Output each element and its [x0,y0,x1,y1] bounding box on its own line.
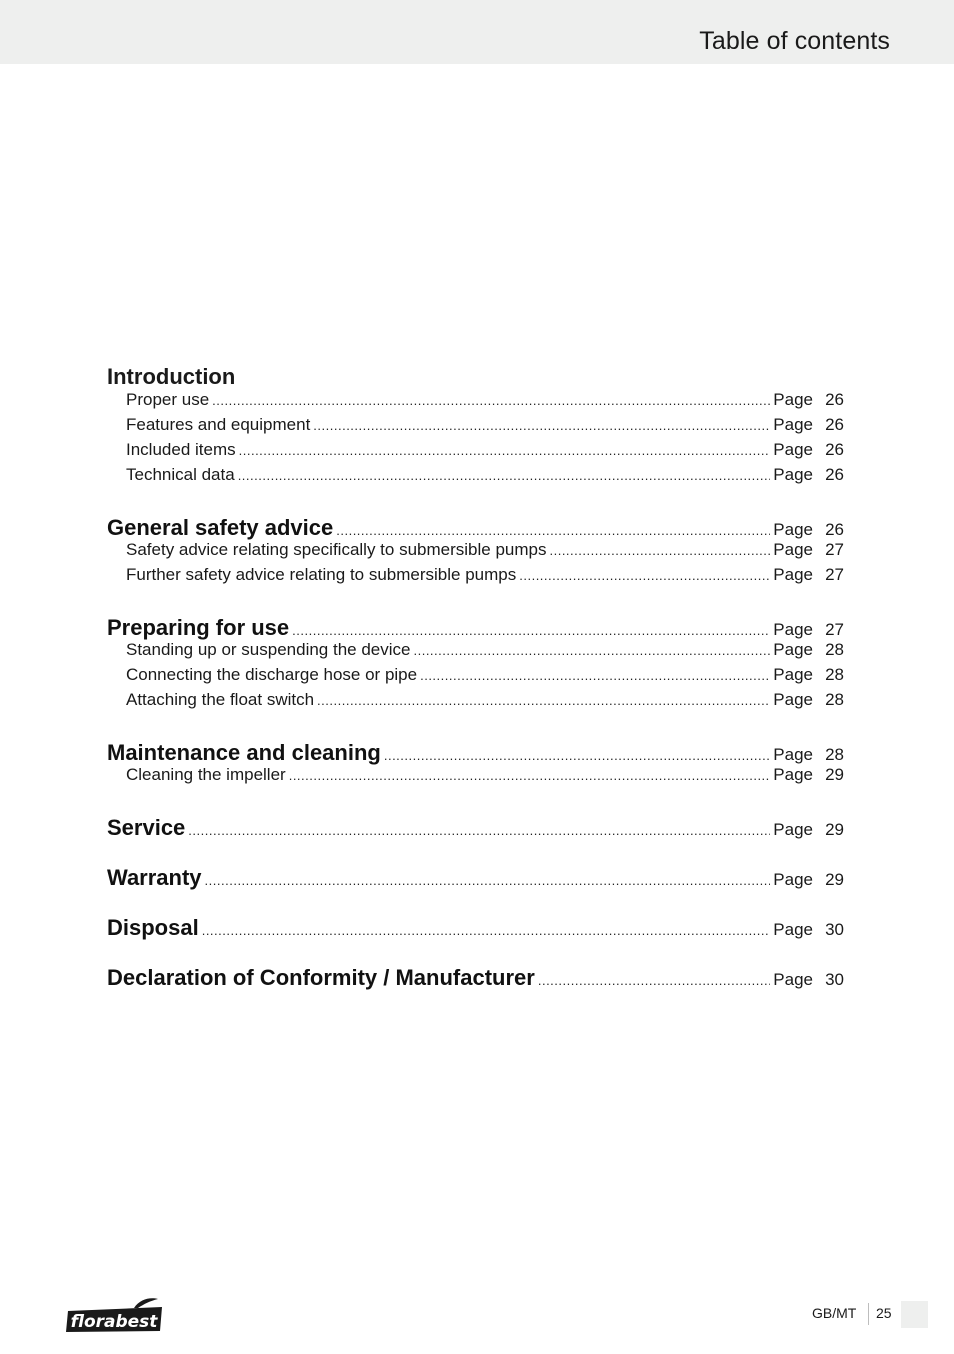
toc-entry-page: Page 28 [773,745,844,764]
leader-dots [313,418,770,433]
toc-entry-page: Page 30 [773,970,844,989]
leader-dots [549,543,770,558]
toc-entry-proper-use[interactable] [107,390,844,415]
leader-dots [212,393,770,408]
toc-entry-page: Page 27 [773,540,844,559]
toc-entry-label: Cleaning the impeller [126,765,286,784]
toc-entry-float-switch[interactable] [107,690,844,715]
leader-dots [292,623,770,638]
toc-heading-service[interactable] [107,815,844,840]
leader-dots [202,923,771,938]
footer-divider [868,1303,869,1325]
leader-dots [420,668,770,683]
toc-entry-page: Page 26 [773,390,844,409]
leader-dots [413,643,770,658]
toc-entry-impeller[interactable] [107,765,844,790]
leader-dots [336,523,770,538]
toc-entry-page: Page 26 [773,520,844,539]
leader-dots [384,748,770,763]
toc-entry-page: Page 26 [773,440,844,459]
toc-entry-standing-up[interactable] [107,640,844,665]
toc-entry-page: Page 26 [773,465,844,484]
toc-heading-maintenance[interactable] [107,740,844,765]
toc-entry-label: Connecting the discharge hose or pipe [126,665,418,684]
toc-entry-page: Page 28 [773,690,844,709]
toc-entry-page: Page 28 [773,640,844,659]
florabest-logo [64,1297,164,1333]
leader-dots [289,768,771,783]
toc-heading-declaration[interactable] [107,965,844,990]
toc-entry-label: Technical data [126,465,235,484]
toc-entry-page: Page 27 [773,620,844,639]
toc-entry-features[interactable] [107,415,844,440]
toc-entry-label: Attaching the float switch [126,690,315,709]
toc-entry-technical-data[interactable] [107,465,844,490]
leader-dots [205,873,771,888]
leader-dots [238,468,771,483]
language-code: GB/MT [812,1305,857,1321]
toc-heading-general-safety[interactable] [107,515,844,540]
toc-heading-label: Service [107,815,186,840]
toc-entry-label: Further safety advice relating to submersible pumps [126,565,517,584]
toc-heading-label: Declaration of Conformity / Manufacturer [107,965,535,990]
toc-entry-page: Page 29 [773,870,844,889]
toc-entry-page: Page 27 [773,565,844,584]
toc-heading-label: Warranty [107,865,202,890]
table-of-contents [107,360,844,990]
toc-heading-label: General safety advice [107,515,334,540]
leader-dots [188,823,770,838]
toc-entry-discharge-hose[interactable] [107,665,844,690]
toc-heading-preparing[interactable] [107,615,844,640]
leader-dots [317,693,770,708]
toc-entry-further-safety[interactable] [107,565,844,590]
toc-heading-disposal[interactable] [107,915,844,940]
toc-heading-introduction[interactable] [107,360,844,390]
toc-heading-label: Disposal [107,915,199,940]
toc-entry-label: Standing up or suspending the device [126,640,411,659]
toc-heading-label: Preparing for use [107,615,290,640]
leader-dots [538,973,770,988]
toc-entry-page: Page 30 [773,920,844,939]
logo-text: florabest [70,1312,158,1332]
toc-entry-label: Proper use [126,390,210,409]
toc-entry-label: Safety advice relating specifically to submersible pumps [126,540,547,559]
toc-entry-included-items[interactable] [107,440,844,465]
toc-entry-label: Features and equipment [126,415,311,434]
toc-heading-label: Maintenance and cleaning [107,740,381,765]
toc-heading-label: Introduction [107,364,236,389]
leader-dots [519,568,770,583]
toc-entry-label: Included items [126,440,236,459]
toc-entry-page: Page 26 [773,415,844,434]
toc-entry-safety-submersible[interactable] [107,540,844,565]
page-number: 25 [876,1305,892,1321]
toc-heading-warranty[interactable] [107,865,844,890]
toc-entry-page: Page 28 [773,665,844,684]
toc-entry-page: Page 29 [773,820,844,839]
footer-marker-box [901,1301,928,1328]
leader-dots [239,443,771,458]
page-title: Table of contents [699,27,890,55]
toc-entry-page: Page 29 [773,765,844,784]
